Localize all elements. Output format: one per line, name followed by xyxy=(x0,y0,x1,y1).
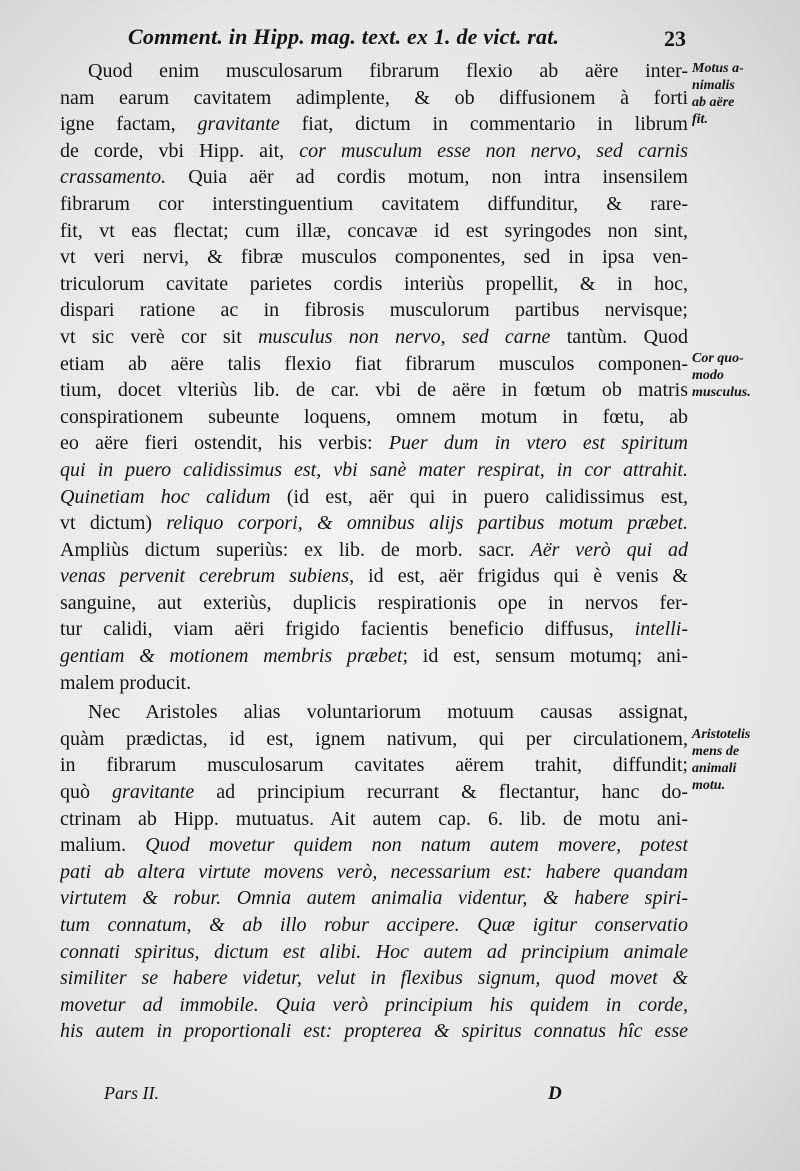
roman-text: vt dictum) xyxy=(60,512,167,535)
italic-text: similiter se habere videtur, velut in flexibus signum, quod movet & xyxy=(60,967,688,990)
roman-text: quò xyxy=(60,781,113,804)
text-line xyxy=(60,111,688,138)
text-line xyxy=(60,859,688,886)
roman-text: triculorum cavitate parietes cordis interiùs propellit, & in hoc, xyxy=(60,272,688,295)
italic-text: connati spiritus, dictum est alibi. Hoc autem ad principium animale xyxy=(60,940,688,963)
text-line xyxy=(60,752,688,779)
italic-text: Quinetiam hoc calidum xyxy=(60,485,271,508)
marginal-note-line: motu. xyxy=(692,778,726,793)
text-line xyxy=(60,404,688,431)
italic-text: Aër verò qui ad xyxy=(530,538,688,561)
roman-text: dispari ratione ac in fibrosis musculorum partibus nervisque; xyxy=(60,299,688,322)
roman-text: Quod enim musculosarum fibrarum flexio ab aëre inter- xyxy=(88,60,688,82)
marginal-note-aristotelis xyxy=(692,726,796,794)
text-line xyxy=(60,351,688,378)
text-line xyxy=(60,58,688,85)
marginal-note-line: Motus a- xyxy=(692,61,744,76)
text-line xyxy=(60,912,688,939)
text-line xyxy=(60,992,688,1019)
body-text xyxy=(60,58,688,1045)
text-line xyxy=(60,590,688,617)
text-line xyxy=(60,377,688,404)
roman-text: malium. xyxy=(60,834,146,857)
text-line xyxy=(60,537,688,564)
roman-text: de corde, vbi Hipp. ait, xyxy=(60,139,300,162)
italic-text: venas pervenit cerebrum subiens xyxy=(60,565,350,588)
roman-text: conspirationem subeunte loquens, omnem motum in fœtu, ab xyxy=(60,405,688,428)
italic-text: gravitante xyxy=(112,781,195,804)
roman-text: quàm prædictas, id est, ignem nativum, qui per circulationem, xyxy=(60,727,688,750)
roman-text: fibrarum cor interstinguentium cavitatem diffunditur, & rare- xyxy=(60,192,688,215)
roman-text: , xyxy=(440,325,462,348)
roman-text: nam earum cavitatem adimplente, & ob diffusionem à forti xyxy=(60,86,688,109)
italic-text: virtutem & robur. Omnia autem animalia videntur, & habere spiri- xyxy=(60,887,688,910)
text-line xyxy=(60,457,688,484)
marginal-note-line: nimalis xyxy=(692,78,735,93)
roman-text: tium, docet vlteriùs lib. de car. vbi de aëre in fœtum ob matris xyxy=(60,379,688,402)
text-line xyxy=(60,138,688,165)
italic-text: Quod movetur quidem non natum autem movere, potest xyxy=(145,834,688,857)
roman-text: ad principium recurrant & flectantur, hanc do- xyxy=(194,781,688,804)
roman-text: malem producit. xyxy=(60,671,192,694)
italic-text: tum connatum, & ab illo robur accipere. Quæ igitur conservatio xyxy=(60,914,688,936)
text-line xyxy=(60,616,688,643)
text-line xyxy=(60,806,688,833)
text-line xyxy=(60,779,688,806)
running-head: Comment. in Hipp. mag. text. ex 1. de vict. rat. xyxy=(128,24,560,49)
text-line xyxy=(60,510,688,537)
marginal-note-motus-animalis xyxy=(692,60,796,128)
roman-text: vt sic verè cor sit xyxy=(60,325,259,348)
marginal-note-line: fit. xyxy=(692,112,708,127)
roman-text: etiam ab aëre talis flexio fiat fibrarum musculos componen- xyxy=(60,352,688,375)
roman-text: Ampliùs dictum superiùs: ex lib. de morb. sacr. xyxy=(60,538,531,561)
text-line xyxy=(60,1018,688,1045)
roman-text: fit, vt eas flectat; cum illæ, concavæ id est syringodes non sint, xyxy=(60,219,688,242)
text-line xyxy=(60,643,688,670)
italic-text: crassamento. xyxy=(60,166,167,189)
part-label: Pars II. xyxy=(104,1083,159,1103)
text-line xyxy=(60,670,688,697)
text-line xyxy=(60,885,688,912)
roman-text: in fibrarum musculosarum cavitates aërem trahit, diffundit; xyxy=(60,754,688,777)
marginal-note-line: Cor quo- xyxy=(692,351,744,366)
page-number: 23 xyxy=(664,26,686,51)
text-line xyxy=(60,297,688,324)
roman-text: ctrinam ab Hipp. mutuatus. Ait autem cap. 6. lib. de motu ani- xyxy=(60,807,688,830)
text-line xyxy=(60,164,688,191)
marginal-note-line: animali xyxy=(692,761,737,776)
text-line xyxy=(60,965,688,992)
marginal-note-line: mens de xyxy=(692,744,740,759)
text-line xyxy=(60,85,688,112)
italic-text: intelli- xyxy=(634,618,688,641)
marginal-note-cor-musculus xyxy=(692,350,796,401)
italic-text: Puer dum in vtero est spiritum xyxy=(388,432,688,455)
text-line xyxy=(60,324,688,351)
italic-text: movetur ad immobile. Quia verò principium his quidem in corde, xyxy=(60,993,688,1016)
text-line xyxy=(60,484,688,511)
roman-text: eo aëre fieri ostendit, his verbis: xyxy=(60,432,389,455)
text-line xyxy=(60,271,688,298)
roman-text: , id est, aër frigidus qui è venis & xyxy=(349,565,688,588)
roman-text: sanguine, aut exteriùs, duplicis respirationis ope in nervos fer- xyxy=(60,591,688,614)
italic-text: sed carne xyxy=(461,325,551,348)
text-line xyxy=(60,218,688,245)
roman-text: Quia aër ad cordis motum, non intra insensilem xyxy=(166,166,688,189)
marginal-note-line: Aristotelis xyxy=(692,727,751,742)
signature-mark: D xyxy=(548,1083,562,1104)
marginal-note-line: musculus. xyxy=(692,385,751,400)
roman-text: igne factam, xyxy=(60,113,198,136)
roman-text: (id est, aër qui in puero calidissimus est, xyxy=(270,485,688,508)
roman-text: Nec Aristoles alias voluntariorum motuum causas assignat, xyxy=(88,701,688,724)
italic-text: gravitante xyxy=(197,113,280,136)
text-line xyxy=(60,563,688,590)
text-line xyxy=(60,430,688,457)
marginal-note-line: ab aëre xyxy=(692,95,735,110)
italic-text: gentiam & motionem membris præbet xyxy=(60,645,403,668)
text-line xyxy=(60,726,688,753)
text-line xyxy=(60,832,688,859)
roman-text: ; id est, sensum motumq; ani- xyxy=(402,645,688,668)
italic-text: reliquo corpori, & omnibus alijs partibus motum præbet. xyxy=(166,512,688,535)
italic-text: qui in puero calidissimus est, vbi sanè mater respirat, in cor attrahit. xyxy=(60,458,688,481)
italic-text: pati ab altera virtute movens verò, necessarium est: habere quandam xyxy=(60,860,688,883)
italic-text: musculus non nervo xyxy=(258,325,441,348)
text-line xyxy=(60,191,688,218)
text-line xyxy=(60,699,688,726)
text-line xyxy=(60,939,688,966)
roman-text: tantùm. Quod xyxy=(550,325,688,348)
roman-text: fiat, dictum in commentario in librum xyxy=(279,113,688,136)
marginal-note-line: modo xyxy=(692,368,724,383)
roman-text: vt veri nervi, & fibræ musculos componentes, sed in ipsa ven- xyxy=(60,246,688,269)
roman-text: tur calidi, viam aëri frigido facientis beneficio diffusus, xyxy=(60,618,635,641)
italic-text: his autem in proportionali est: propterea & spiritus connatus hîc esse xyxy=(60,1020,688,1043)
text-line xyxy=(60,244,688,271)
italic-text: cor musculum esse non nervo, sed carnis xyxy=(299,139,688,162)
